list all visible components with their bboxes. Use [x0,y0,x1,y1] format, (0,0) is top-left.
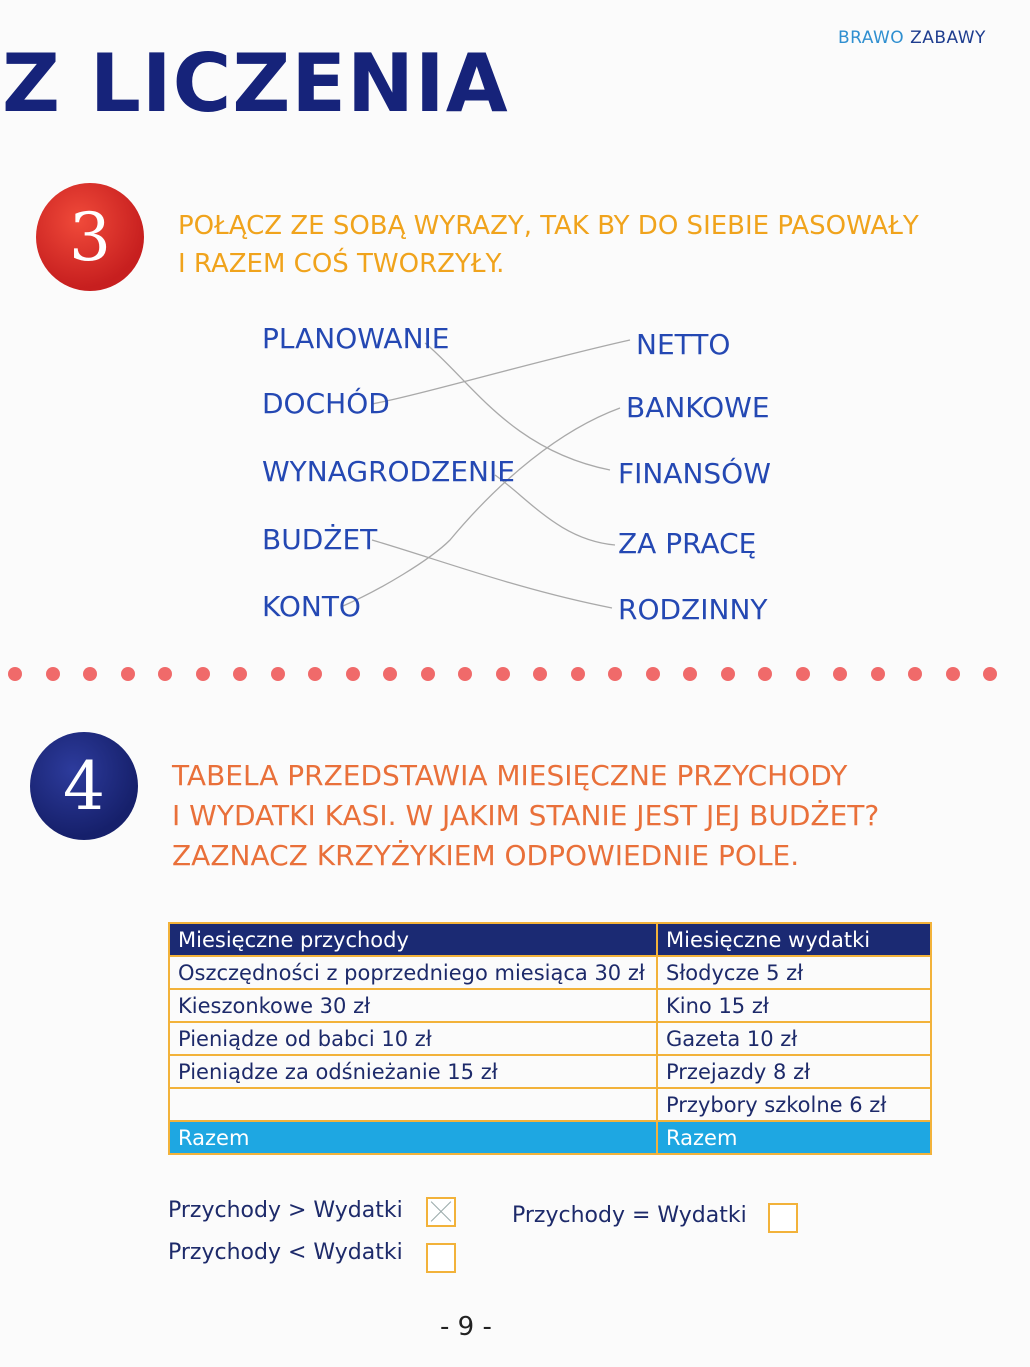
income-cell: Pieniądze od babci 10 zł [169,1022,657,1055]
brand-part-1: BRAWO [838,28,905,48]
header-monthly-income: Miesięczne przychody [169,923,657,956]
left-word-budzet[interactable]: BUDŻET [262,523,378,556]
divider-dot [908,667,922,681]
divider-dot [346,667,360,681]
income-cell: Pieniądze za odśnieżanie 15 zł [169,1055,657,1088]
dotted-divider [0,667,1030,683]
divider-dot [721,667,735,681]
exercise-4-instruction [172,756,879,876]
divider-dot [233,667,247,681]
table-row [169,1022,931,1055]
page-title: Z LICZENIA [2,37,509,130]
divider-dot [121,667,135,681]
exercise-4-instruction-line-2: I WYDATKI KASI. W JAKIM STANIE JEST JEJ BUDŻET? [172,799,880,832]
divider-dot [796,667,810,681]
right-word-rodzinny[interactable]: RODZINNY [618,593,768,626]
exercise-3-instruction-line-2: I RAZEM COŚ TWORZYŁY. [178,249,505,279]
right-word-finansow[interactable]: FINANSÓW [618,457,771,490]
table-row [169,956,931,989]
checkbox-income-equal[interactable] [768,1203,798,1233]
exercise-4-instruction-line-3: ZAZNACZ KRZYŻYKIEM ODPOWIEDNIE POLE. [172,839,800,872]
table-row [169,989,931,1022]
divider-dot [46,667,60,681]
divider-dot [8,667,22,681]
expense-cell: Przybory szkolne 6 zł [657,1088,931,1121]
divider-dot [158,667,172,681]
right-word-bankowe[interactable]: BANKOWE [626,391,770,424]
divider-dot [983,667,997,681]
left-word-dochod[interactable]: DOCHÓD [262,387,390,420]
divider-dot [383,667,397,681]
exercise-4-instruction-line-1: TABELA PRZEDSTAWIA MIESIĘCZNE PRZYCHODY [172,759,848,792]
left-word-planowanie[interactable]: PLANOWANIE [262,322,450,355]
expense-cell: Gazeta 10 zł [657,1022,931,1055]
income-cell: Oszczędności z poprzedniego miesiąca 30 zł [169,956,657,989]
expense-total-cell: Razem [657,1121,931,1154]
connection-line [372,540,612,608]
divider-dot [946,667,960,681]
table-header-row [169,923,931,956]
connection-line [425,343,610,470]
right-word-za-prace[interactable]: ZA PRACĘ [618,527,757,560]
option-label-income-equal: Przychody = Wydatki [512,1203,747,1228]
option-label-income-greater: Przychody > Wydatki [168,1198,403,1223]
exercise-4-number-badge: 4 [30,732,138,840]
checkbox-income-less[interactable] [426,1243,456,1273]
divider-dot [421,667,435,681]
divider-dot [533,667,547,681]
exercise-3-instruction-line-1: POŁĄCZ ZE SOBĄ WYRAZY, TAK BY DO SIEBIE PASOWAŁY [178,211,919,241]
table-total-row [169,1121,931,1154]
divider-dot [271,667,285,681]
divider-dot [571,667,585,681]
divider-dot [871,667,885,681]
brand-part-2: ZABAWY [910,28,986,48]
right-word-netto[interactable]: NETTO [636,328,731,361]
divider-dot [833,667,847,681]
divider-dot [308,667,322,681]
left-word-wynagrodzenie[interactable]: WYNAGRODZENIE [262,455,515,488]
exercise-3-number-badge: 3 [36,183,144,291]
option-label-income-less: Przychody < Wydatki [168,1240,403,1265]
brand-name [838,28,986,48]
divider-dot [758,667,772,681]
divider-dot [196,667,210,681]
checkbox-income-greater[interactable] [426,1197,456,1227]
connection-line [343,408,620,606]
table-row [169,1055,931,1088]
expense-cell: Przejazdy 8 zł [657,1055,931,1088]
income-cell [169,1088,657,1121]
exercise-3-instruction [178,207,919,283]
divider-dot [608,667,622,681]
page-number: - 9 - [440,1312,492,1342]
divider-dot [83,667,97,681]
header-monthly-expenses: Miesięczne wydatki [657,923,931,956]
income-cell: Kieszonkowe 30 zł [169,989,657,1022]
divider-dot [496,667,510,681]
divider-dot [683,667,697,681]
expense-cell: Słodycze 5 zł [657,956,931,989]
budget-table [168,922,932,1155]
divider-dot [458,667,472,681]
divider-dot [646,667,660,681]
expense-cell: Kino 15 zł [657,989,931,1022]
income-total-cell: Razem [169,1121,657,1154]
left-word-konto[interactable]: KONTO [262,590,361,623]
table-row [169,1088,931,1121]
